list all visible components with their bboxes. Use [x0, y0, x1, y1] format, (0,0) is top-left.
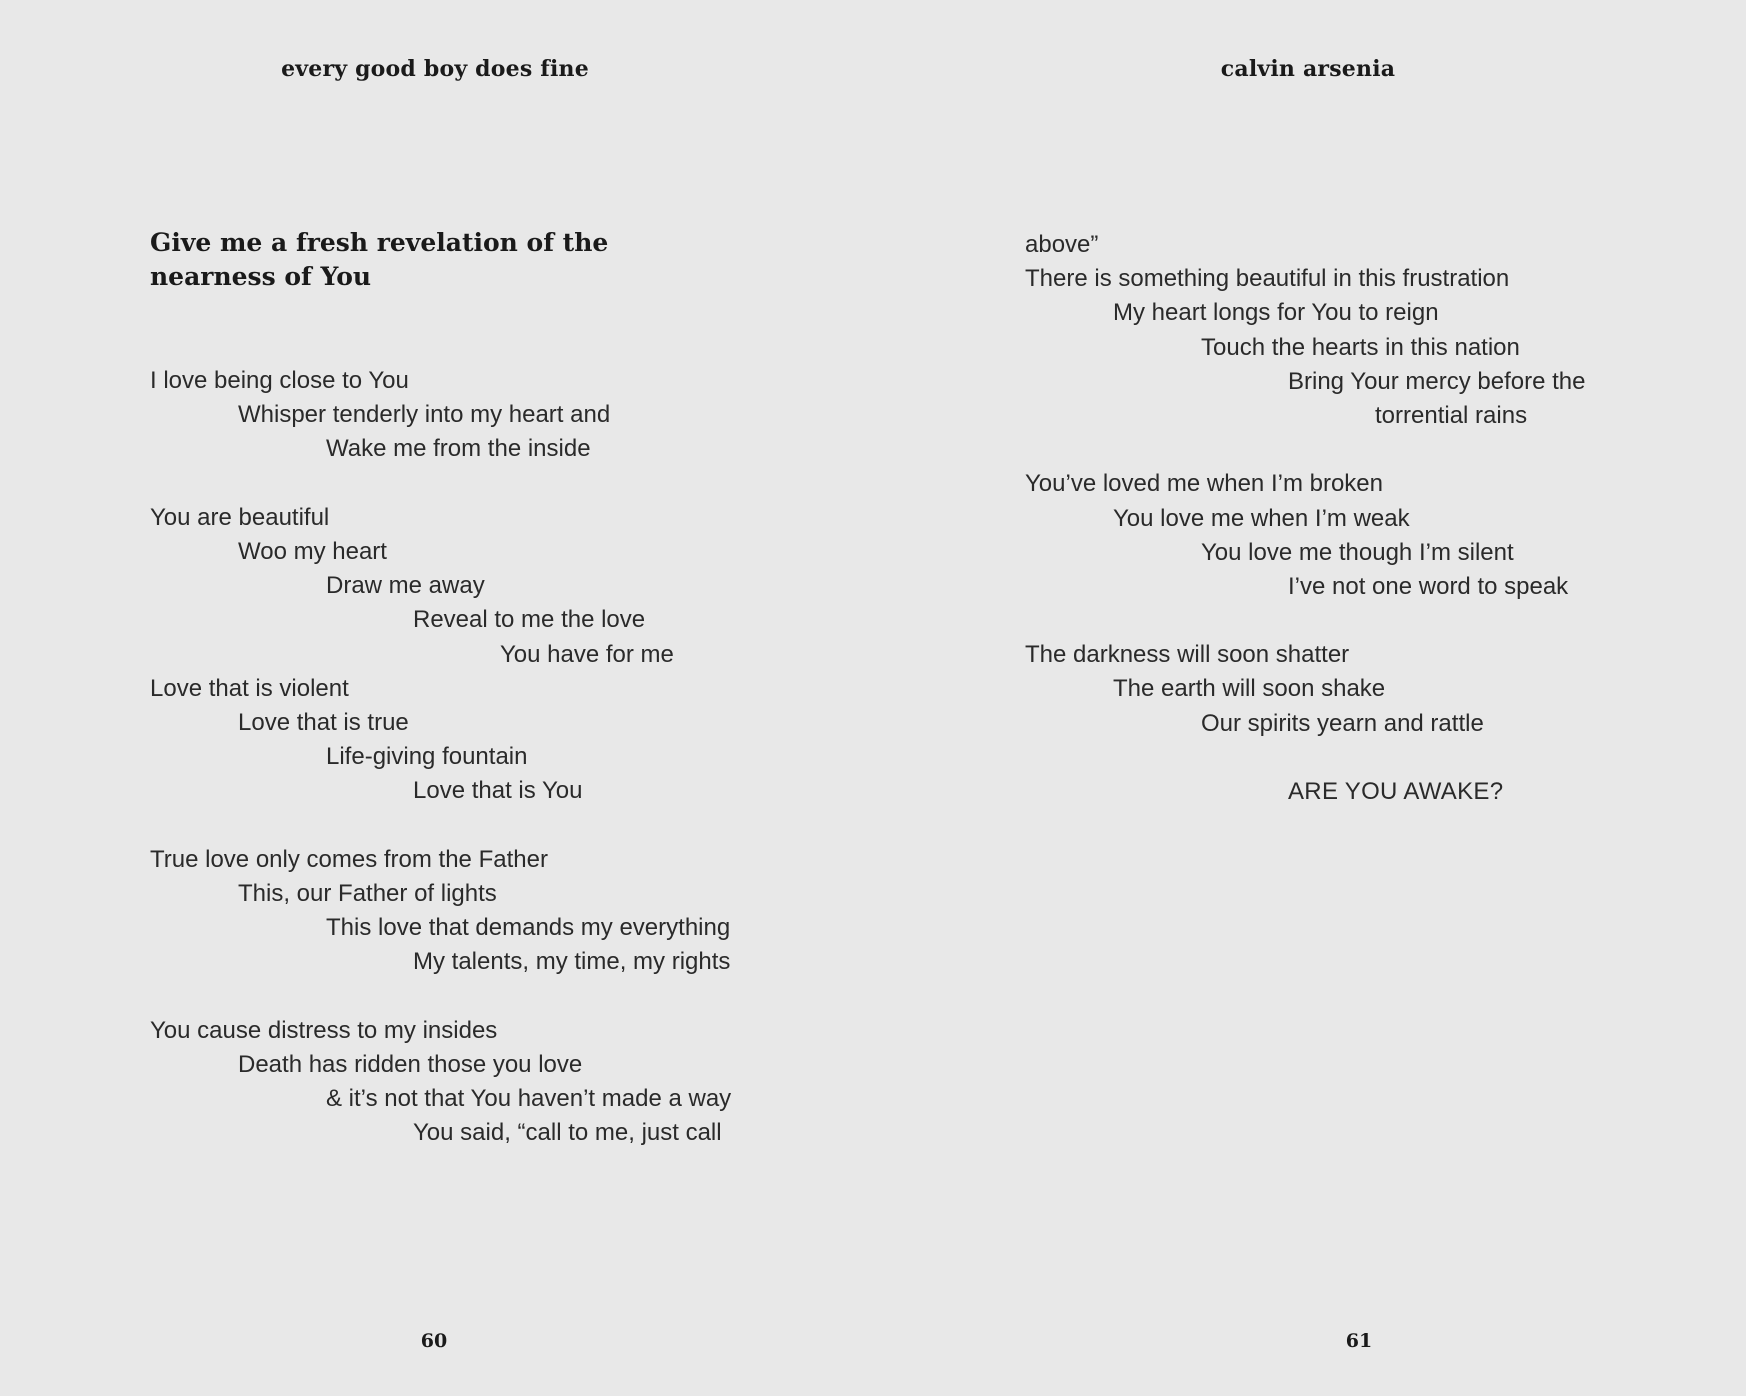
stanza-break [150, 979, 731, 1013]
poem-line: My heart longs for You to reign [1113, 299, 1439, 327]
poem-line: & it’s not that You haven’t made a way [326, 1084, 732, 1112]
poem-line: Love that is You [413, 777, 583, 805]
poem-line: My talents, my time, my rights [413, 948, 731, 976]
stanza-break [1025, 433, 1586, 467]
poem-line: Draw me away [326, 572, 485, 600]
poem-body-left [150, 364, 731, 1150]
poem-line: torrential rains [1375, 401, 1528, 429]
page-number: 60 [420, 1330, 448, 1352]
poem-line: You love me though I’m silent [1201, 538, 1514, 566]
poem-line: Reveal to me the love [413, 606, 646, 634]
poem-line: Touch the hearts in this nation [1201, 333, 1520, 361]
stanza-break [150, 808, 731, 842]
poem-line: This, our Father of lights [238, 879, 497, 907]
poem-line: You love me when I’m weak [1113, 504, 1410, 532]
running-head-author: calvin arsenia [1220, 56, 1396, 82]
poem-line: Woo my heart [238, 537, 387, 565]
poem-line: Death has ridden those you love [238, 1050, 583, 1078]
poem-line: You cause distress to my insides [150, 1016, 498, 1044]
poem-line: I’ve not one word to speak [1288, 572, 1569, 600]
poem-line: I love being close to You [150, 367, 409, 394]
poem-line: This love that demands my everything [326, 914, 731, 941]
stanza-break [150, 467, 731, 501]
poem-line: True love only comes from the Father [150, 845, 548, 873]
poem-line: Wake me from the inside [326, 435, 591, 463]
poem-line: You are beautiful [150, 503, 330, 531]
stanza-break [1025, 741, 1586, 775]
poem-line: Love that is true [238, 708, 409, 736]
poem-line: You said, “call to me, just call [413, 1119, 722, 1147]
poem-line: Bring Your mercy before the [1288, 367, 1586, 395]
page-number: 61 [1345, 1330, 1373, 1352]
stanza-break [1025, 604, 1586, 638]
poem-body-right [1025, 228, 1586, 809]
poem-line: Love that is violent [150, 674, 349, 702]
running-head-book-title: every good boy does fine [281, 56, 589, 82]
poem-line: The darkness will soon shatter [1025, 641, 1350, 669]
poem-title: Give me a fresh revelation of the nearness of You [150, 228, 609, 291]
poem-line: The earth will soon shake [1113, 675, 1386, 703]
poem-line: Our spirits yearn and rattle [1201, 709, 1484, 737]
poem-line: You’ve loved me when I’m broken [1025, 470, 1383, 498]
poem-line: above” [1025, 231, 1099, 258]
right-page [873, 0, 1746, 1396]
poem-line: Whisper tenderly into my heart and [238, 401, 611, 429]
poem-line: Life-giving fountain [326, 743, 528, 771]
poem-line: You have for me [500, 640, 674, 668]
poem-line: There is something beautiful in this frustration [1025, 265, 1510, 293]
poem-closing-line: ARE YOU AWAKE? [1288, 778, 1504, 805]
